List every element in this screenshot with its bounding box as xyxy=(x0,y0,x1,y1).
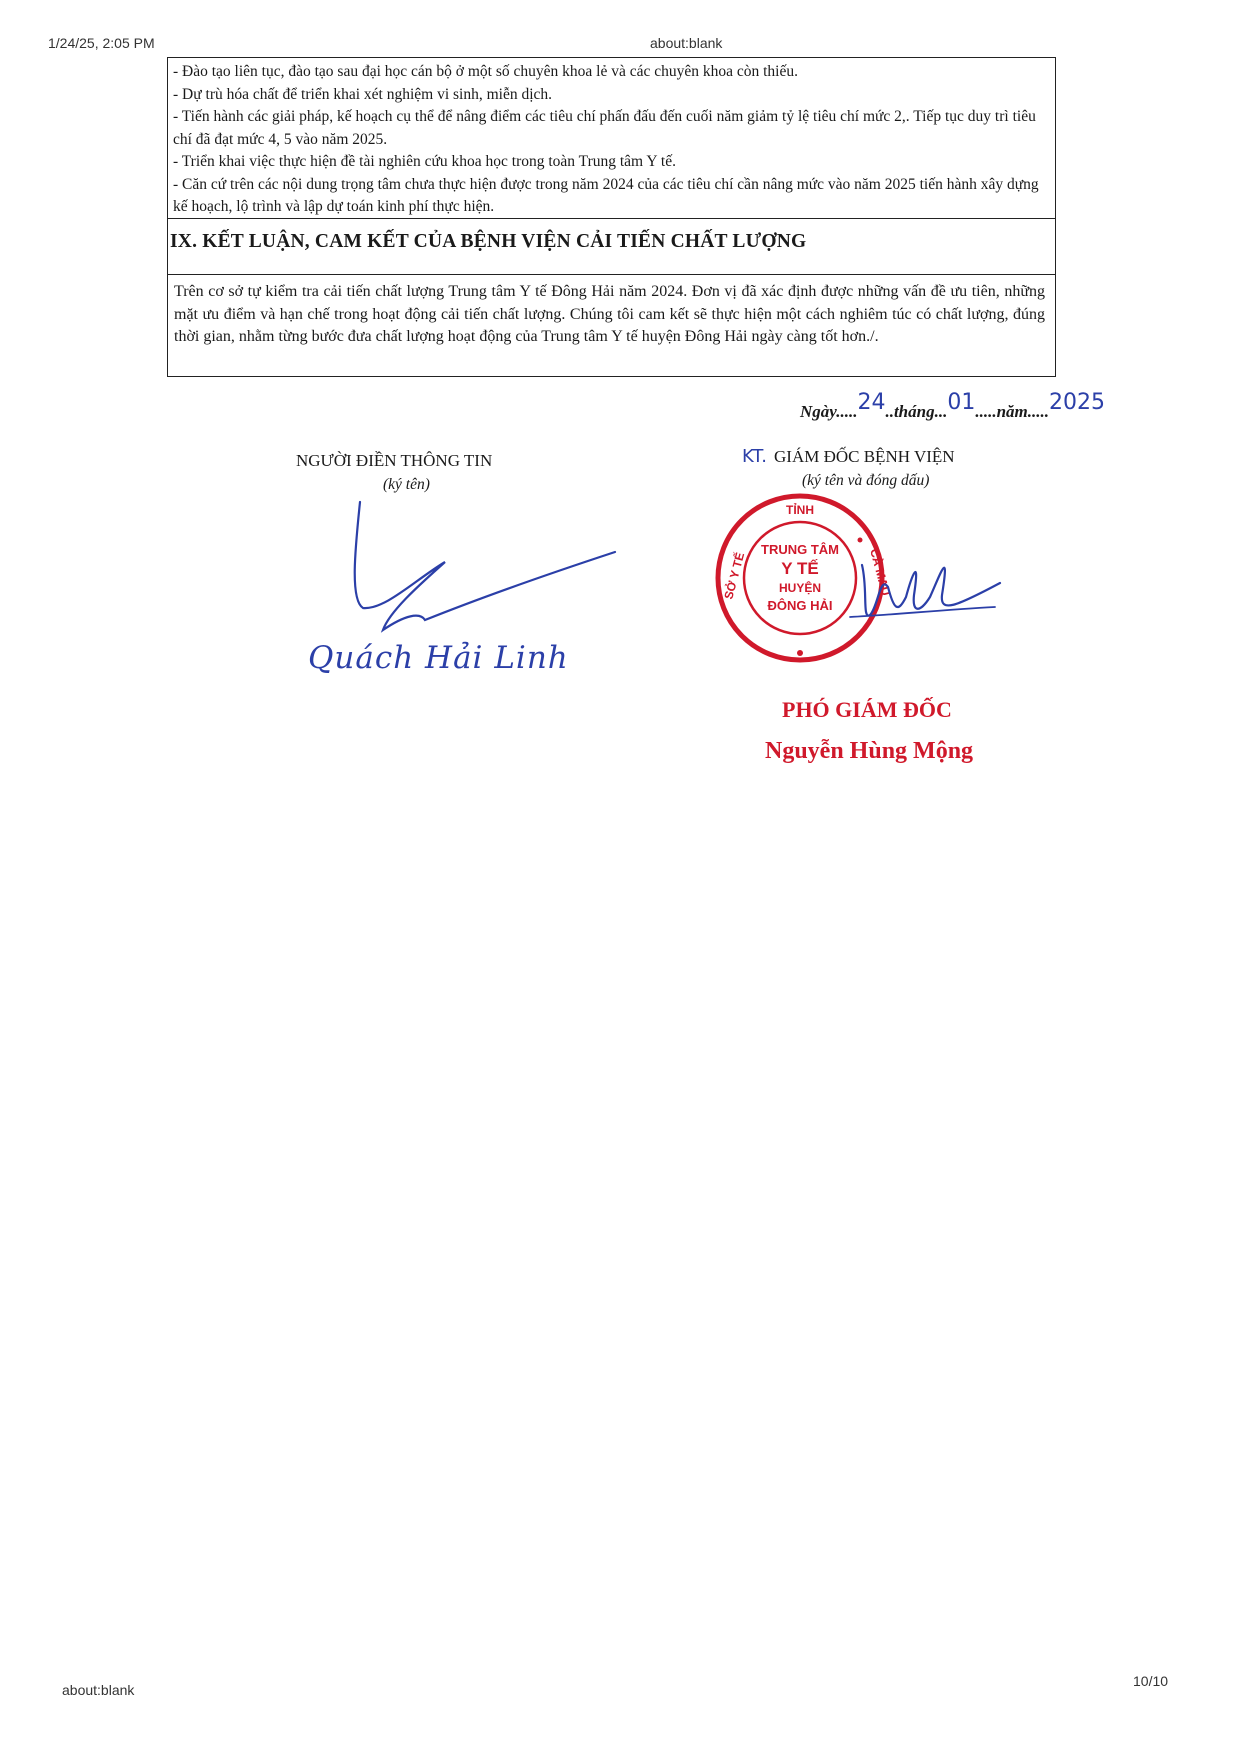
right-signer-note: (ký tên và đóng dấu) xyxy=(802,472,930,489)
left-signer-note: (ký tên) xyxy=(383,476,430,493)
section-body: Trên cơ sở tự kiểm tra cải tiến chất lượng Trung tâm Y tế Đông Hải năm 2024. Đơn vị đã xác định được những vấn đề ưu tiên, những mặt ưu điểm và hạn chế trong hoạt động cải tiến chất lượng. Chúng tôi cam kết sẽ thực hiện một cách nghiêm túc có chất lượng, đúng thời gian, nhằm từng bước đưa chất lượng hoạt động của Trung tâm Y tế huyện Đông Hải ngày càng tốt hơn./. xyxy=(174,283,1045,345)
right-signature xyxy=(850,535,1010,645)
list-item: - Căn cứ trên các nội dung trọng tâm chưa thực hiện được trong năm 2024 của các tiêu chí cần nâng mức vào năm 2025 tiến hành xây dựng kế hoạch, lộ trình và lập dự toán kinh phí thực hiện. xyxy=(173,175,1039,215)
date-month: 01 xyxy=(947,390,976,415)
list-item: - Đào tạo liên tục, đào tạo sau đại học cán bộ ở một số chuyên khoa lẻ và các chuyên khoa còn thiếu. xyxy=(173,63,798,80)
print-url: about:blank xyxy=(650,35,723,51)
report-table xyxy=(167,57,1056,377)
left-signer-handwritten-name: Quách Hải Linh xyxy=(308,640,569,676)
right-signer-role: GIÁM ĐỐC BỆNH VIỆN xyxy=(774,447,955,466)
stamp-line-2: Y TẾ xyxy=(781,559,819,578)
left-signature xyxy=(345,490,625,660)
page-number: 10/10 xyxy=(1133,1673,1169,1689)
section-title: IX. KẾT LUẬN, CAM KẾT CỦA BỆNH VIỆN CẢI TIẾN CHẤT LƯỢNG xyxy=(168,218,1055,275)
stamp-line-4: ĐÔNG HẢI xyxy=(767,598,833,613)
left-signer-role: NGƯỜI ĐIỀN THÔNG TIN xyxy=(296,451,493,470)
date-day-label: Ngày xyxy=(800,402,837,421)
action-list xyxy=(168,58,1055,218)
stamp-ring-right: CÀ MAU xyxy=(867,547,894,598)
list-item: - Tiến hành các giải pháp, kế hoạch cụ thể để nâng điểm các tiêu chí phấn đấu đến cuối năm giảm tỷ lệ tiêu chí mức 2,. Tiếp tục duy trì tiêu chí đã đạt mức 4, 5 vào năm 2025. xyxy=(173,108,1036,148)
stamp-ring-top: TỈNH xyxy=(786,503,814,517)
date-year-label: năm xyxy=(996,402,1028,421)
date-year: 2025 xyxy=(1049,390,1106,415)
footer-url: about:blank xyxy=(62,1682,135,1698)
list-item: - Triển khai việc thực hiện đề tài nghiên cứu khoa học trong toàn Trung tâm Y tế. xyxy=(173,153,676,170)
deputy-director-name: Nguyễn Hùng Mộng xyxy=(765,738,974,764)
signature-date: Ngày.....24..tháng...01.....năm.....2025 xyxy=(800,390,1106,421)
stamp-line-3: HUYỆN xyxy=(778,581,822,595)
date-month-label: tháng xyxy=(893,402,935,421)
deputy-director-title: PHÓ GIÁM ĐỐC xyxy=(782,697,952,722)
date-day: 24 xyxy=(857,390,886,415)
kt-mark: KT. xyxy=(742,446,767,467)
stamp-ring-left: SỞ Y TẾ xyxy=(721,550,748,601)
stamp-line-1: TRUNG TÂM xyxy=(761,542,839,557)
print-timestamp: 1/24/25, 2:05 PM xyxy=(48,35,155,51)
list-item: - Dự trù hóa chất để triển khai xét nghiệm vi sinh, miễn dịch. xyxy=(173,85,553,103)
